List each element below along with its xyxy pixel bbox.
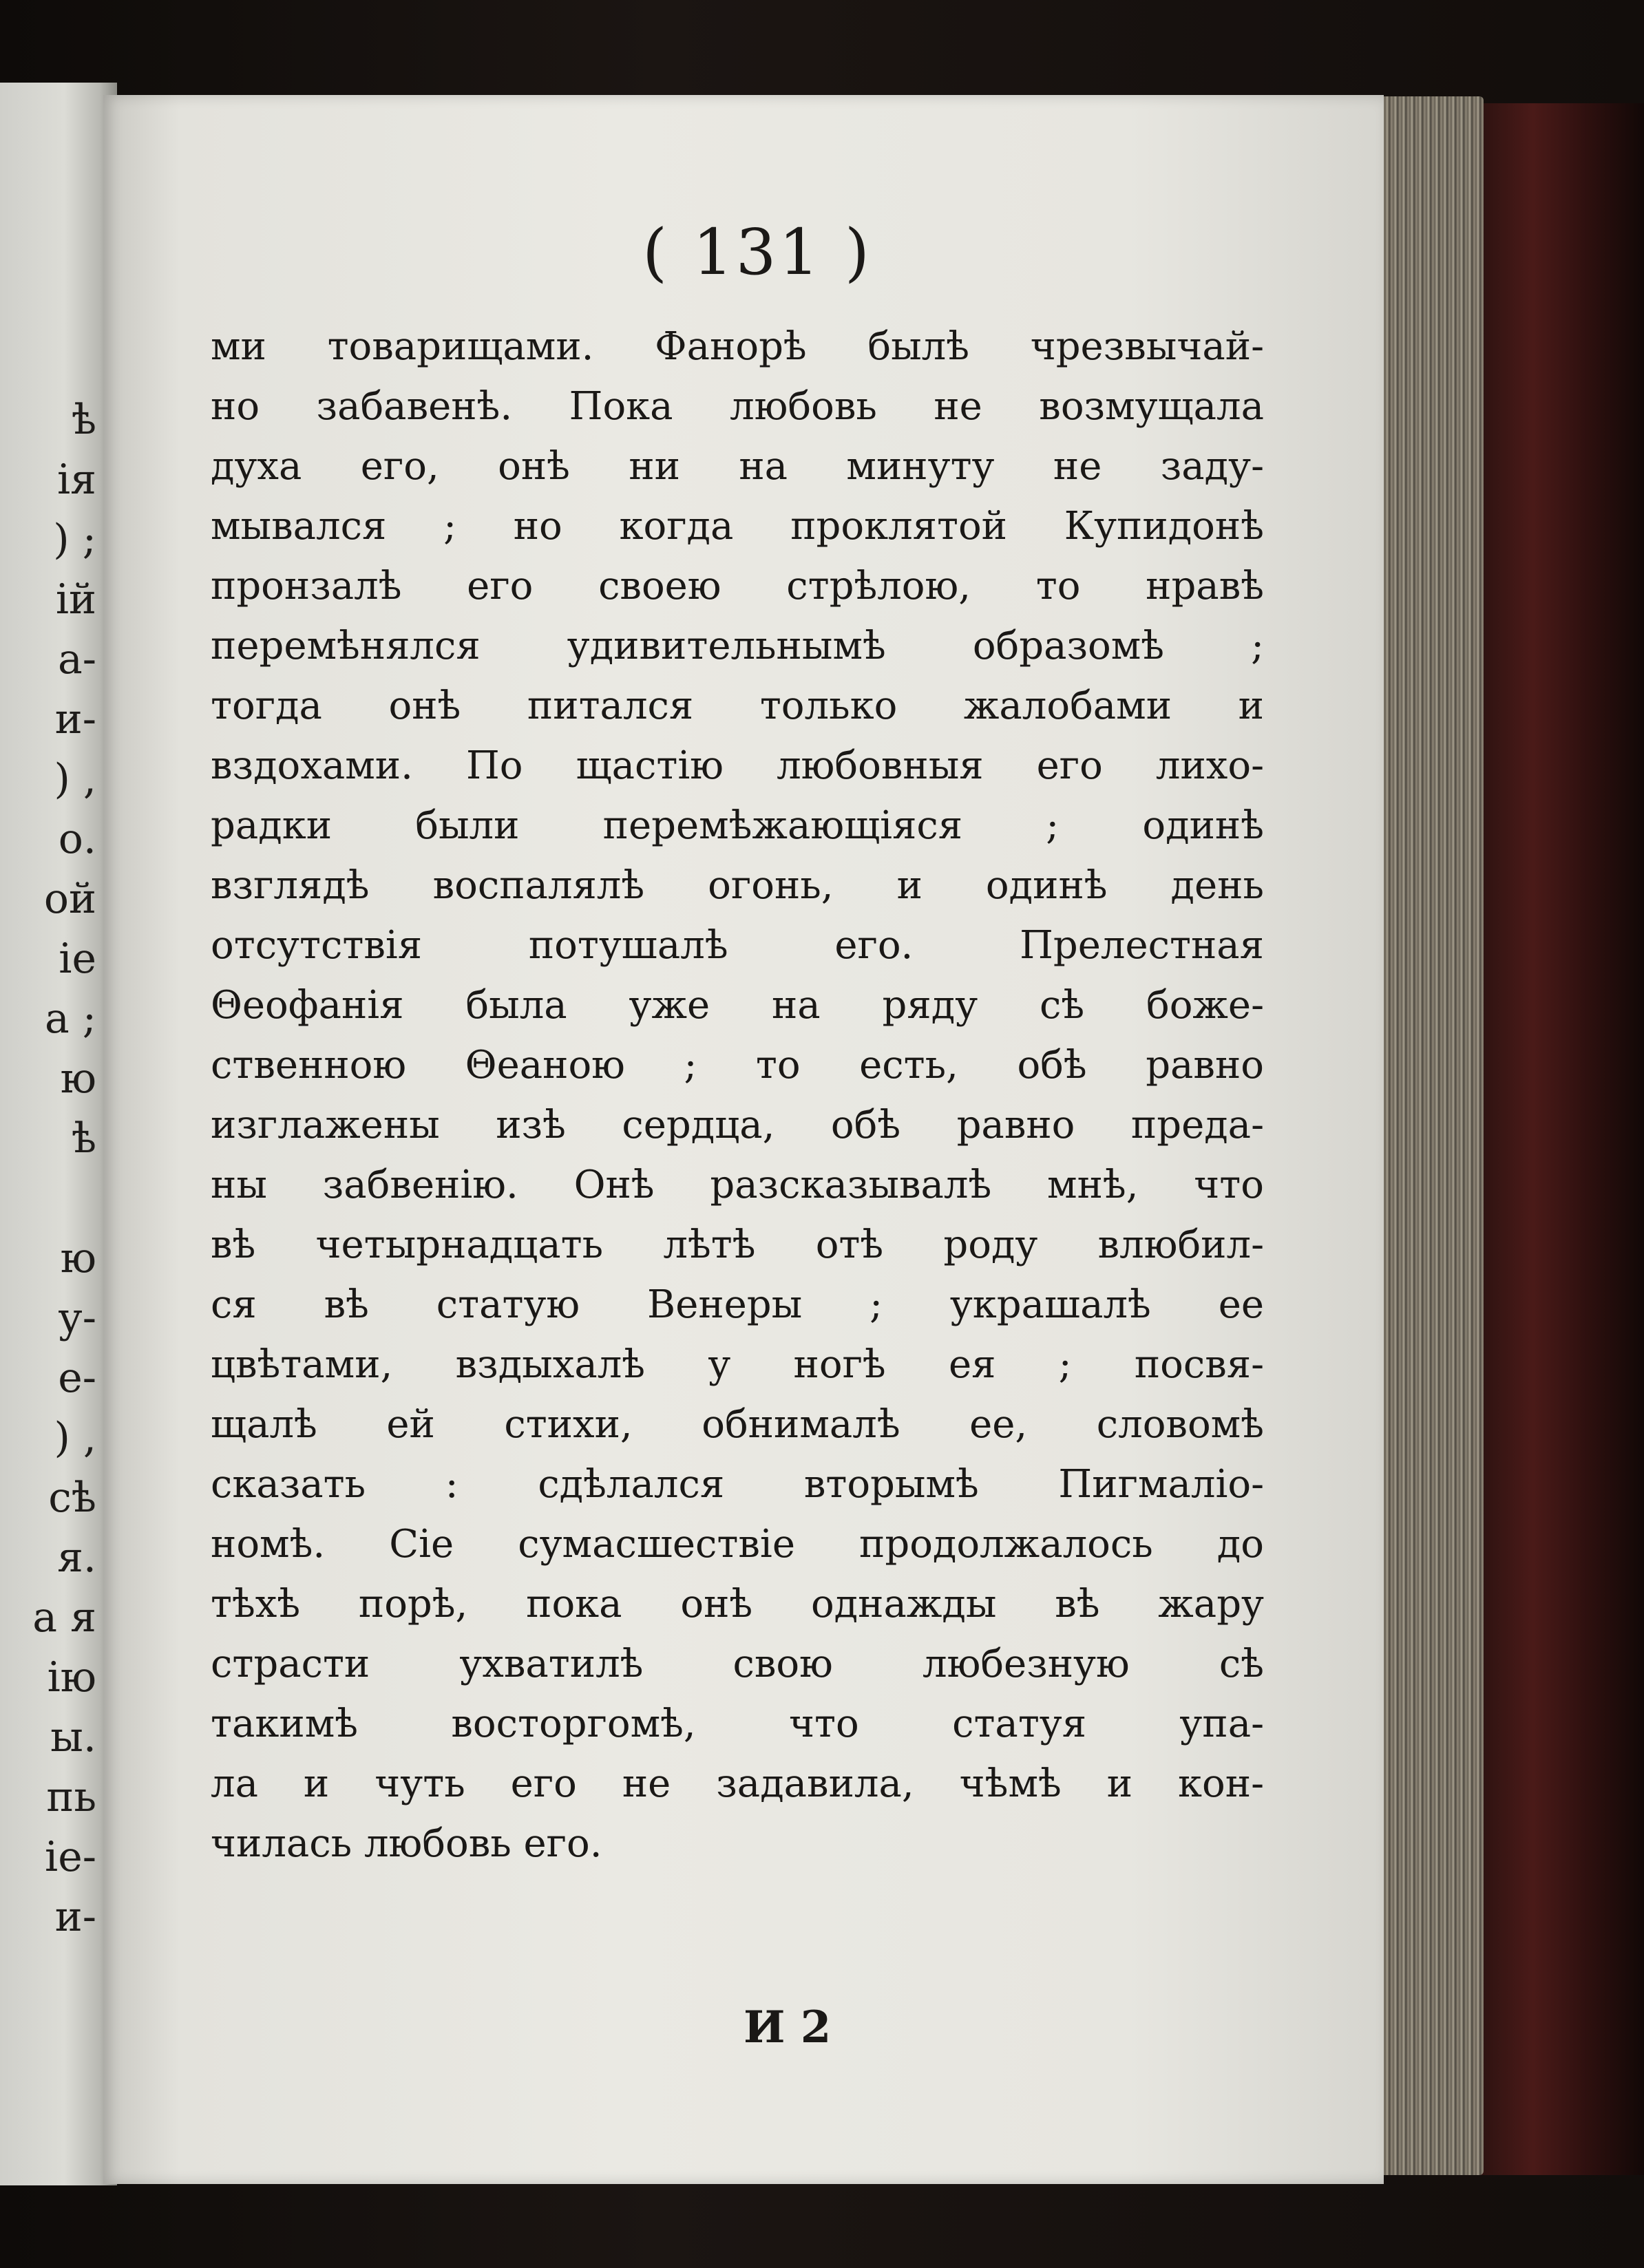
text-line: радки были перемѣжающіяся ; одинѣ — [211, 803, 1264, 848]
previous-page-fragment: ію — [47, 1653, 96, 1702]
previous-page-fragment: ) , — [54, 1414, 96, 1462]
text-line: вѣ четырнадцать лѣтѣ отѣ роду влюбил- — [211, 1222, 1264, 1267]
text-line: страсти ухватилѣ свою любезную сѣ — [211, 1642, 1264, 1686]
previous-page-fragment: а ; — [44, 995, 96, 1043]
previous-page-fragment: о. — [58, 815, 96, 863]
previous-page-fragment: іе — [59, 935, 96, 983]
text-line: чилась любовь его. — [211, 1821, 602, 1866]
text-line: тогда онѣ питался только жалобами и — [211, 683, 1264, 728]
previous-page-fragment: ѣ — [71, 1114, 96, 1163]
previous-page-fragment: ю — [60, 1054, 96, 1103]
text-line: тѣхѣ порѣ, пока онѣ однажды вѣ жару — [211, 1582, 1264, 1626]
text-line: такимѣ восторгомѣ, что статуя упа- — [211, 1702, 1264, 1746]
previous-page-fragment: и- — [54, 695, 96, 743]
text-line: щалѣ ей стихи, обнималѣ ее, словомѣ — [211, 1402, 1264, 1447]
page-edges — [1367, 96, 1484, 2175]
previous-page — [0, 83, 117, 2185]
text-line: ственною Θеаною ; то есть, обѣ равно — [211, 1043, 1264, 1088]
previous-page-fragment: ѣ — [71, 396, 96, 444]
previous-page-fragment: сѣ — [48, 1474, 96, 1522]
text-line: духа его, онѣ ни на минуту не заду- — [211, 444, 1264, 489]
text-line: мывался ; но когда проклятой Купидонѣ — [211, 504, 1264, 549]
text-line: ся вѣ статую Венеры ; украшалѣ ее — [211, 1282, 1264, 1327]
current-page — [103, 95, 1384, 2184]
text-line: но забавенѣ. Пока любовь не возмущала — [211, 384, 1264, 429]
text-line: ми товарищами. Фанорѣ былѣ чрезвычай- — [211, 324, 1264, 369]
signature-mark: И 2 — [744, 2002, 832, 2053]
previous-page-fragment: ) , — [54, 755, 96, 803]
previous-page-fragment: іе- — [45, 1833, 96, 1881]
text-line: номѣ. Сіе сумасшествіе продолжалось до — [211, 1522, 1264, 1567]
previous-page-fragment: ій — [55, 575, 96, 624]
previous-page-fragment: а- — [57, 635, 96, 683]
text-line: пронзалѣ его своею стрѣлою, то нравѣ — [211, 564, 1264, 608]
page-body — [211, 317, 1264, 1874]
previous-page-fragment: ія — [56, 456, 96, 504]
text-line: изглажены изѣ сердца, обѣ равно преда- — [211, 1103, 1264, 1147]
previous-page-fragment: и- — [54, 1893, 96, 1941]
previous-page-fragment: пь — [46, 1773, 96, 1821]
previous-page-fragment: ы. — [50, 1713, 96, 1761]
text-line: сказать : сдѣлался вторымѣ Пигмаліо- — [211, 1462, 1264, 1507]
previous-page-fragment: а я — [32, 1593, 96, 1642]
text-line: ла и чуть его не задавила, чѣмѣ и кон- — [211, 1761, 1264, 1806]
text-line: ны забвенію. Онѣ разсказывалѣ мнѣ, что — [211, 1163, 1264, 1207]
previous-page-fragment: ой — [43, 875, 96, 923]
previous-page-fragment: ю — [60, 1234, 96, 1282]
text-line: цвѣтами, вздыхалѣ у ногѣ ея ; посвя- — [211, 1342, 1264, 1387]
previous-page-fragment: е- — [58, 1354, 96, 1402]
text-line: отсутствія потушалѣ его. Прелестная — [211, 923, 1264, 968]
page-number: ( 131 ) — [642, 215, 872, 289]
text-line: перемѣнялся удивительнымѣ образомѣ ; — [211, 624, 1264, 668]
previous-page-fragment: я. — [57, 1534, 96, 1582]
book-binding — [1473, 103, 1644, 2175]
previous-page-fragment: у- — [58, 1294, 96, 1342]
text-line: вздохами. По щастію любовныя его лихо- — [211, 743, 1264, 788]
text-line: взглядѣ воспалялѣ огонь, и одинѣ день — [211, 863, 1264, 908]
previous-page-fragment: ) ; — [53, 516, 96, 564]
text-line: Θеофанія была уже на ряду сѣ боже- — [211, 983, 1264, 1028]
